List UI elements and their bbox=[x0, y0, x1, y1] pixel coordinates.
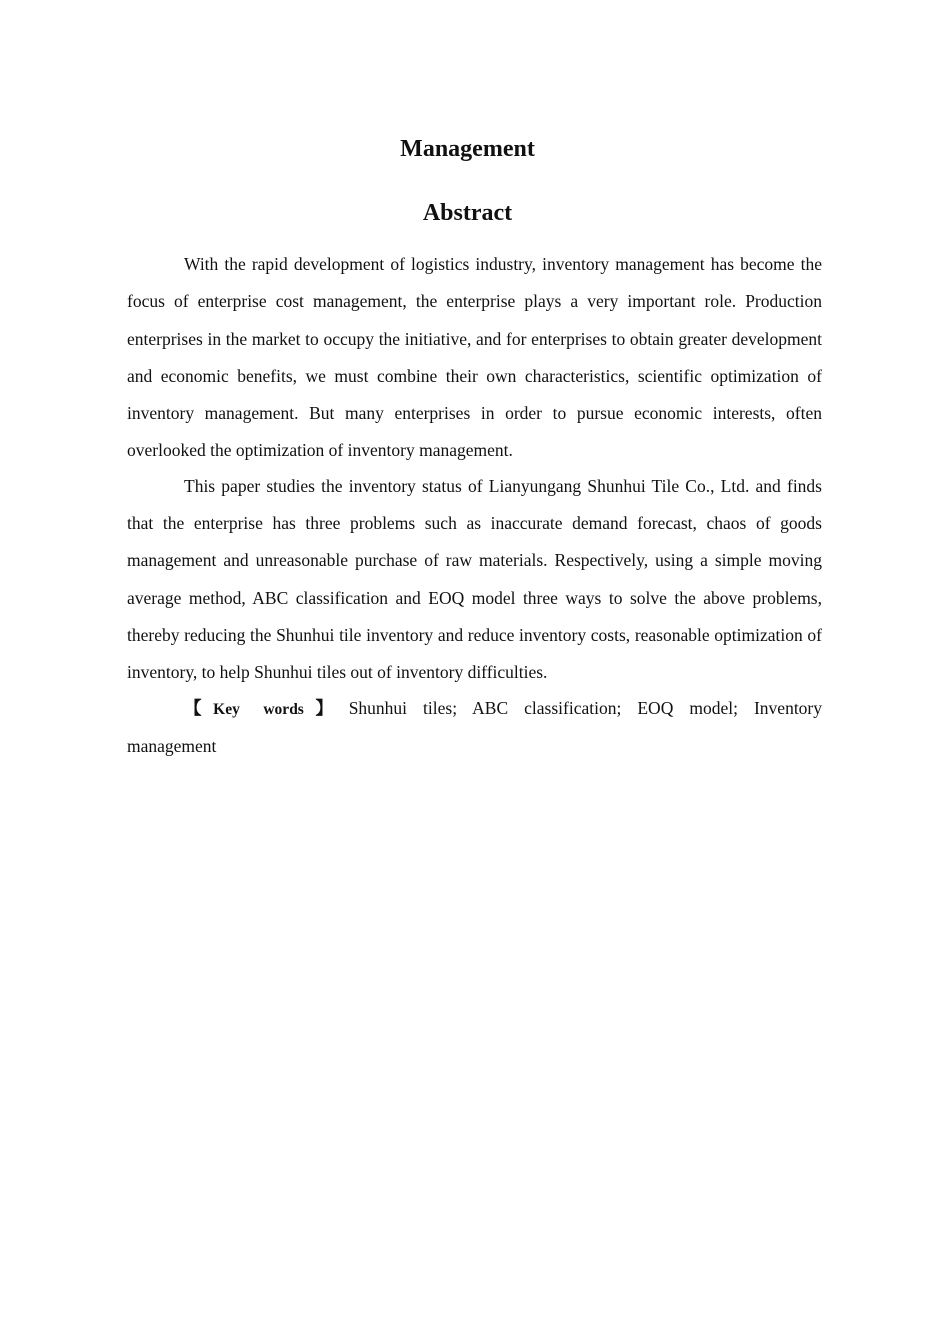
abstract-paragraph-2: This paper studies the inventory status of Lianyungang Shunhui Tile Co., Ltd. and finds that the enterprise has three problems such as inaccurate demand forecast, chaos of goods management and unreasonable purchase of raw materials. Respectively, using a simple moving average method, ABC classification and EOQ model three ways to solve the above problems, thereby reducing the Shunhui tile inventory and reduce inventory costs, reasonable optimization of inventory, to help Shunhui tiles out of inventory difficulties. bbox=[127, 475, 822, 683]
abstract-paragraph-1: With the rapid development of logistics industry, inventory management has become the focus of enterprise cost management, the enterprise plays a very important role. Production enterprises in the market to occupy the initiative, and for enterprises to obtain greater development and economic benefits, we must combine their own characteristics, scientific optimization of inventory management. But many enterprises in order to pursue economic interests, often overlooked the optimization of inventory management. bbox=[127, 254, 822, 461]
abstract-body bbox=[127, 246, 822, 765]
keywords-label: Key words bbox=[213, 700, 304, 718]
keywords-text: Shunhui tiles; ABC classification; EOQ model; Inventory management bbox=[127, 697, 823, 756]
keywords-close-bracket: 】 bbox=[309, 697, 339, 718]
keywords-open-bracket: 【 bbox=[184, 697, 208, 718]
page-heading: Management bbox=[400, 136, 535, 162]
keywords-paragraph bbox=[127, 690, 822, 766]
abstract-title: Abstract bbox=[422, 200, 513, 226]
